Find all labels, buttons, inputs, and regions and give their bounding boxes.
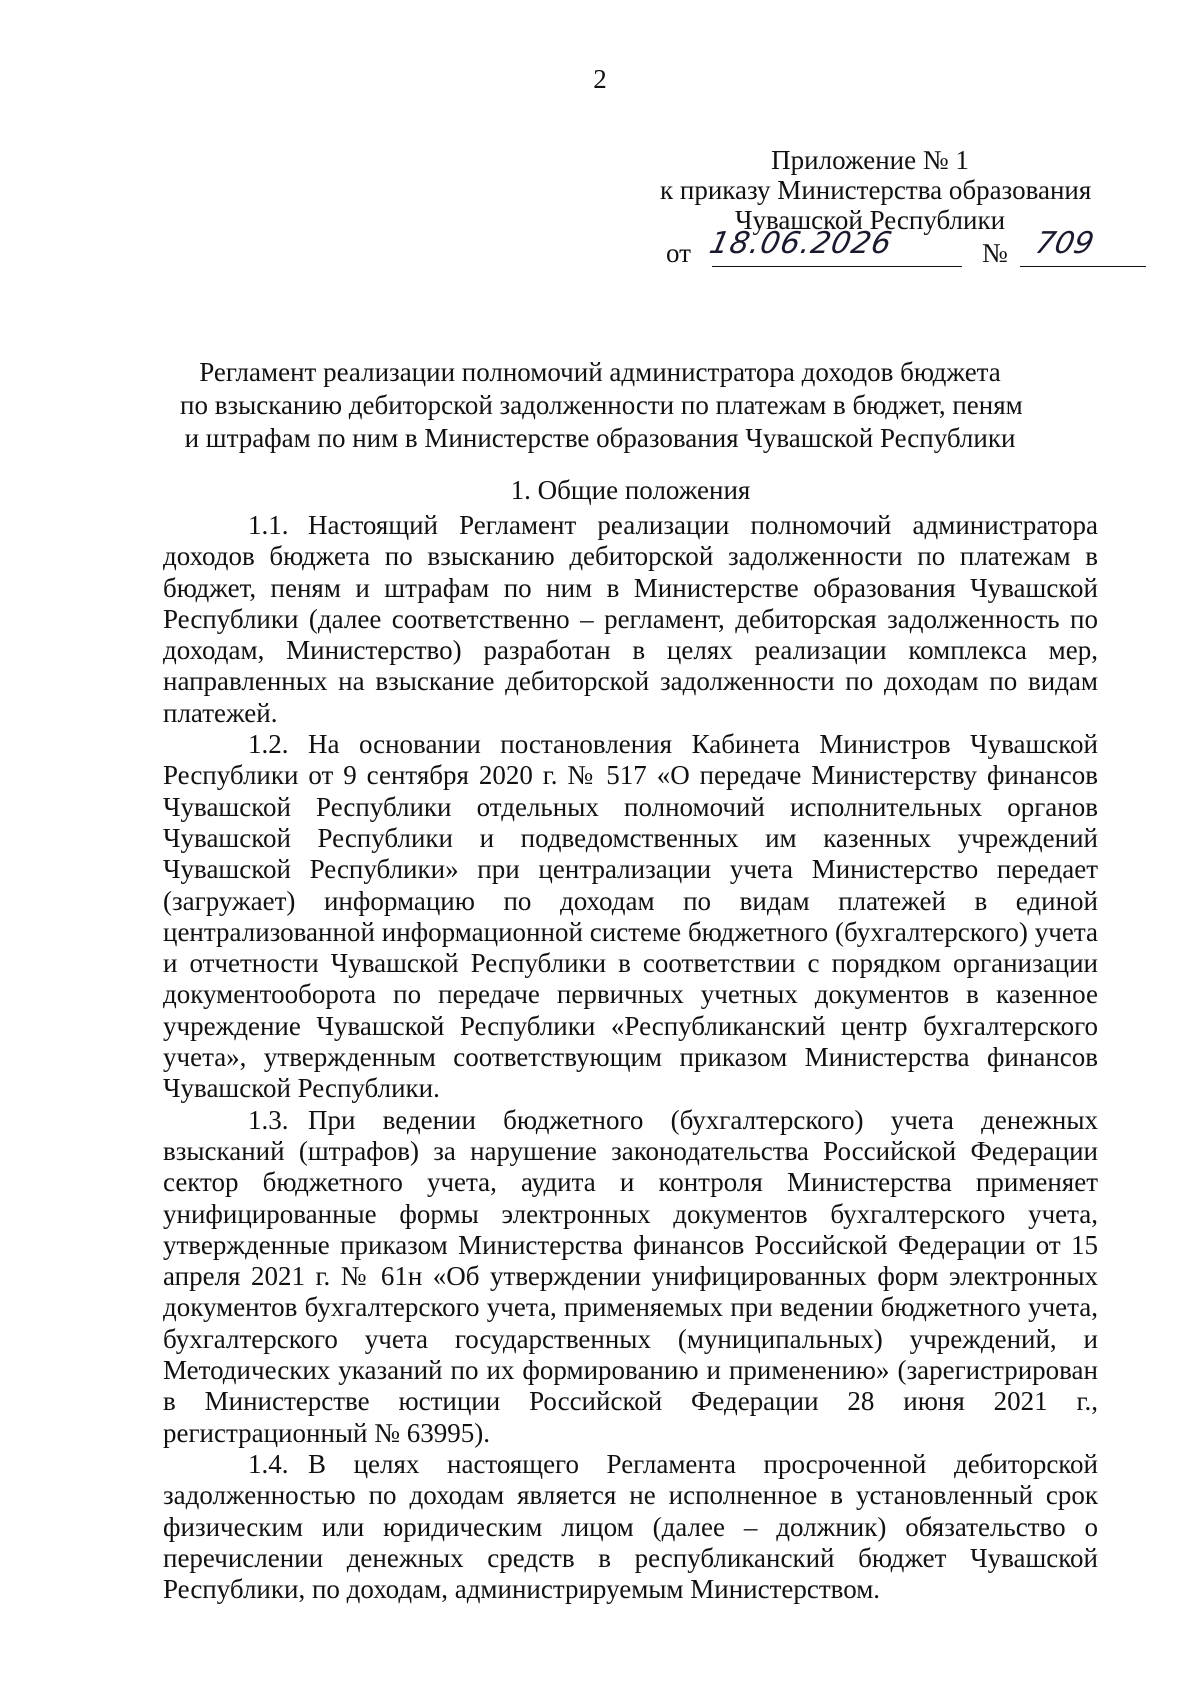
clause-paragraph	[163, 1105, 1098, 1449]
clause-text: При ведении бюджетного (бухгалтерского) учета денежных взысканий (штрафов) за нарушение законодательства Российской Федерации сектор бюджетного учета, аудита и контроля Министерства применяет унифицированные формы электронных документов бухгалтерского учета, утвержденные приказом Министерства финансов Российской Федерации от 15 апреля 2021 г. № 61н «Об утверждении унифицированных форм электронных документов бухгалтерского учета, применяемых при ведении бюджетного учета, бухгалтерского учета государственных (муниципальных) учреждений, и Методических указаний по их формированию и применению» (зарегистрирован в Министерстве юстиции Российской Федерации 28 июня 2021 г., регистрационный № 63995).	[163, 1104, 1098, 1448]
handwritten-date: 18.06.2026	[706, 226, 896, 261]
appendix-title: Приложение № 1	[771, 145, 969, 175]
clause-text: В целях настоящего Регламента просроченной дебиторской задолженностью по доходам является не исполненное в установленный срок физическим или юридическим лицом (далее – должник) обязательство о перечислении денежных средств в республиканский бюджет Чувашской Республики, по доходам, администрируемым Министерством.	[163, 1448, 1098, 1605]
clause-paragraph	[163, 1449, 1098, 1605]
section-heading: 1. Общие положения	[510, 475, 751, 505]
page-number: 2	[593, 64, 607, 94]
clause-paragraph	[163, 510, 1098, 729]
title-line: Регламент реализации полномочий администратора доходов бюджета	[199, 357, 1001, 387]
clause-number: 1.1.	[248, 510, 289, 540]
document-title	[180, 356, 1023, 455]
clause-text: На основании постановления Кабинета Министров Чувашской Республики от 9 сентября 2020 г. № 517 «О передаче Министерству финансов Чувашской Республики отдельных полномочий исполнительных органов Чувашской Республики и подведомственных им казенных учреждений Чувашской Республики» при централизации учета Министерство передает (загружает) информацию по доходам по видам платежей в единой централизованной информационной системе бюджетного (бухгалтерского) учета и отчетности Чувашской Республики в соответствии с порядком организации документооборота по передаче первичных учетных документов в казенное учреждение Чувашской Республики «Республиканский центр бухгалтерского учета», утвержденным соответствующим приказом Министерства финансов Чувашской Республики.	[163, 729, 1098, 1104]
appendix-republic: Чувашской Республики	[734, 205, 1006, 235]
document-body	[163, 510, 1098, 1605]
clause-number: 1.3.	[248, 1104, 289, 1135]
clause-number: 1.4.	[248, 1448, 289, 1479]
order-date-line	[660, 226, 1097, 268]
number-sign: №	[982, 238, 1008, 268]
handwritten-order-number: 709	[1032, 226, 1097, 261]
title-line: и штрафам по ним в Министерстве образования Чувашской Республики	[184, 423, 1016, 453]
clause-number: 1.2.	[248, 729, 289, 760]
clause-paragraph	[163, 729, 1098, 1105]
clause-text: Настоящий Регламент реализации полномочий администратора доходов бюджета по взысканию дебиторской задолженности по платежам в бюджет, пеням и штрафам по ним в Министерстве образования Чувашской Республики (далее соответственно – регламент, дебиторская задолженность по доходам, Министерство) разработан в целях реализации комплекса мер, направленных на взыскание дебиторской задолженности по доходам по видам платежей.	[163, 510, 1098, 728]
date-prefix: от	[666, 238, 691, 268]
title-line: по взысканию дебиторской задолженности по платежам в бюджет, пеням	[180, 390, 1023, 420]
number-underline	[1020, 266, 1146, 267]
date-underline	[712, 266, 962, 267]
appendix-order-ref: к приказу Министерства образования	[660, 175, 1092, 205]
appendix-block	[660, 145, 1092, 235]
